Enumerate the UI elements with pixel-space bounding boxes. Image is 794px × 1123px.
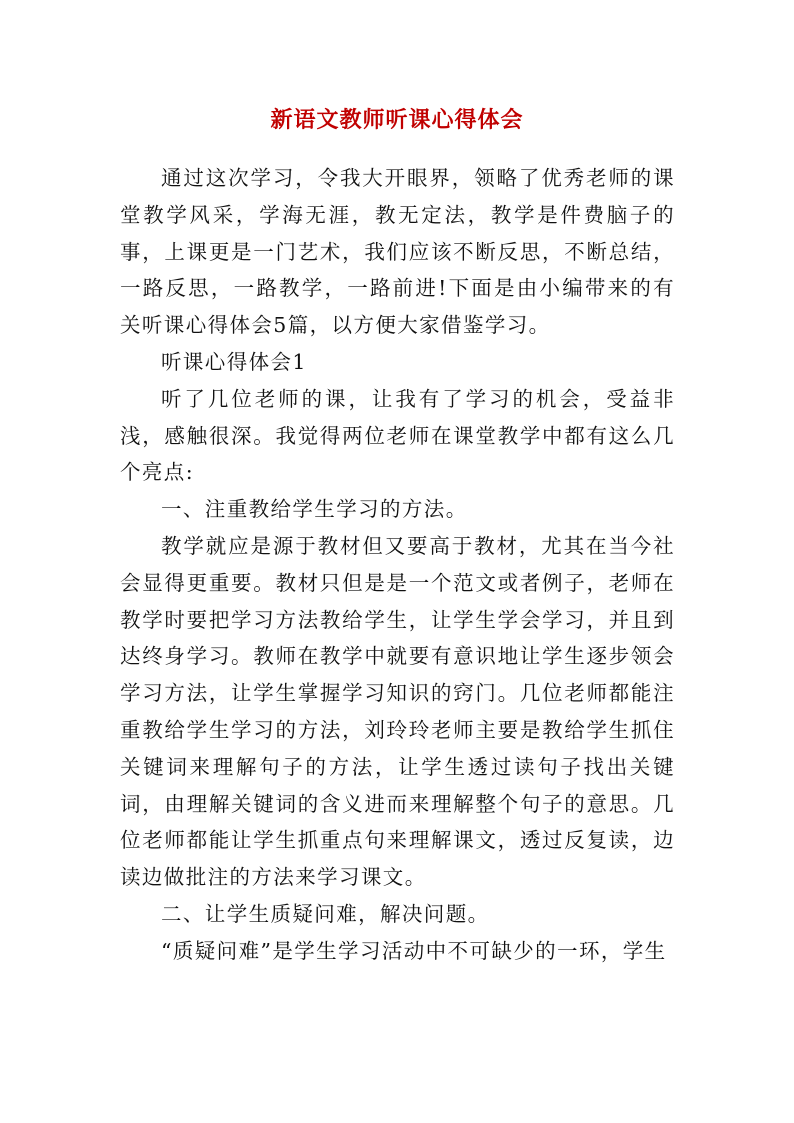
paragraph-3: “质疑问难”是学生学习活动中不可缺少的一环，学生: [161, 938, 667, 963]
section-heading-1: 听课心得体会1: [161, 349, 307, 374]
document-body: [120, 160, 675, 970]
paragraph-1: 听了几位老师的课，让我有了学习的机会，受益非浅，感触很深。我觉得两位老师在课堂教学中都有这么几个亮点:: [120, 386, 675, 485]
document-title: 新语文教师听课心得体会: [270, 107, 524, 133]
subheading-1: 一、注重教给学生学习的方法。: [161, 497, 468, 522]
paragraph-intro: 通过这次学习，令我大开眼界，领略了优秀老师的课堂教学风采，学海无涯，教无定法，教学是件费脑子的事，上课更是一门艺术，我们应该不断反思，不断总结，一路反思，一路教学，一路前进!下面是由小编带来的有关听课心得体会5篇，以方便大家借鉴学习。: [120, 166, 675, 338]
subheading-2: 二、让学生质疑问难，解决问题。: [161, 901, 490, 926]
paragraph-2: 教学就应是源于教材但又要高于教材，尤其在当今社会显得更重要。教材只但是是一个范文或者例子，老师在教学时要把学习方法教给学生，让学生学会学习，并且到达终身学习。教师在教学中就要有意识地让学生逐步领会学习方法，让学生掌握学习知识的窍门。几位老师都能注重教给学生学习的方法，刘玲玲老师主要是教给学生抓住关键词来理解句子的方法，让学生透过读句子找出关键词，由理解关键词的含义进而来理解整个句子的意思。几位老师都能让学生抓重点句来理解课文，透过反复读，边读边做批注的方法来学习课文。: [120, 533, 675, 890]
